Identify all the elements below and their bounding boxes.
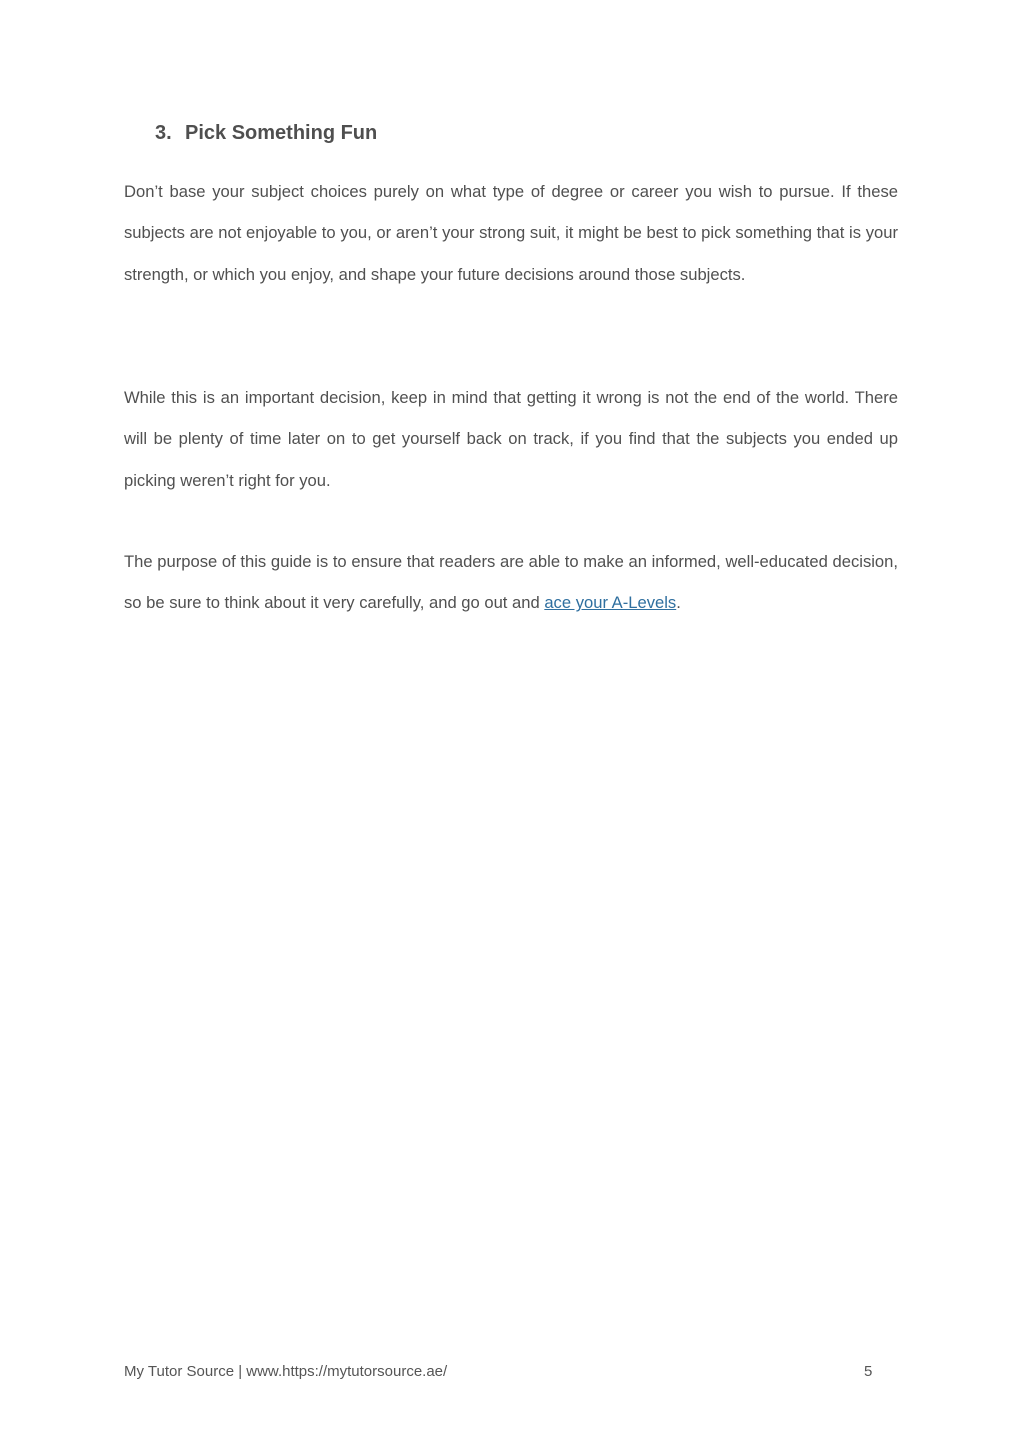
- paragraph-subject-choices: Don’t base your subject choices purely on what type of degree or career you wish to pursue. If these subjects are not enjoyable to you, or aren’t your strong suit, it might be best to pick something that is your strength, or which you enjoy, and shape your future decisions around those subjects.: [124, 182, 898, 284]
- paragraph-guide-purpose-text: The purpose of this guide is to ensure that readers are able to make an informed, well-educated decision, so be sure to think about it very carefully, and go out and: [124, 552, 898, 613]
- paragraph-guide-purpose-end: .: [676, 593, 681, 613]
- page-number: 5: [864, 1363, 873, 1380]
- paragraph-guide-purpose: [124, 541, 898, 624]
- section-heading: [155, 122, 377, 145]
- section-title: Pick Something Fun: [185, 122, 378, 144]
- paragraph-important-decision: While this is an important decision, keep in mind that getting it wrong is not the end of the world. There will be plenty of time later on to get yourself back on track, if you find that the subjects you ended up picking weren’t right for you.: [124, 388, 898, 490]
- section-number: 3.: [155, 122, 172, 144]
- footer-source: My Tutor Source | www.https://mytutorsource.ae/: [124, 1363, 448, 1380]
- ace-a-levels-link[interactable]: ace your A-Levels: [544, 593, 677, 613]
